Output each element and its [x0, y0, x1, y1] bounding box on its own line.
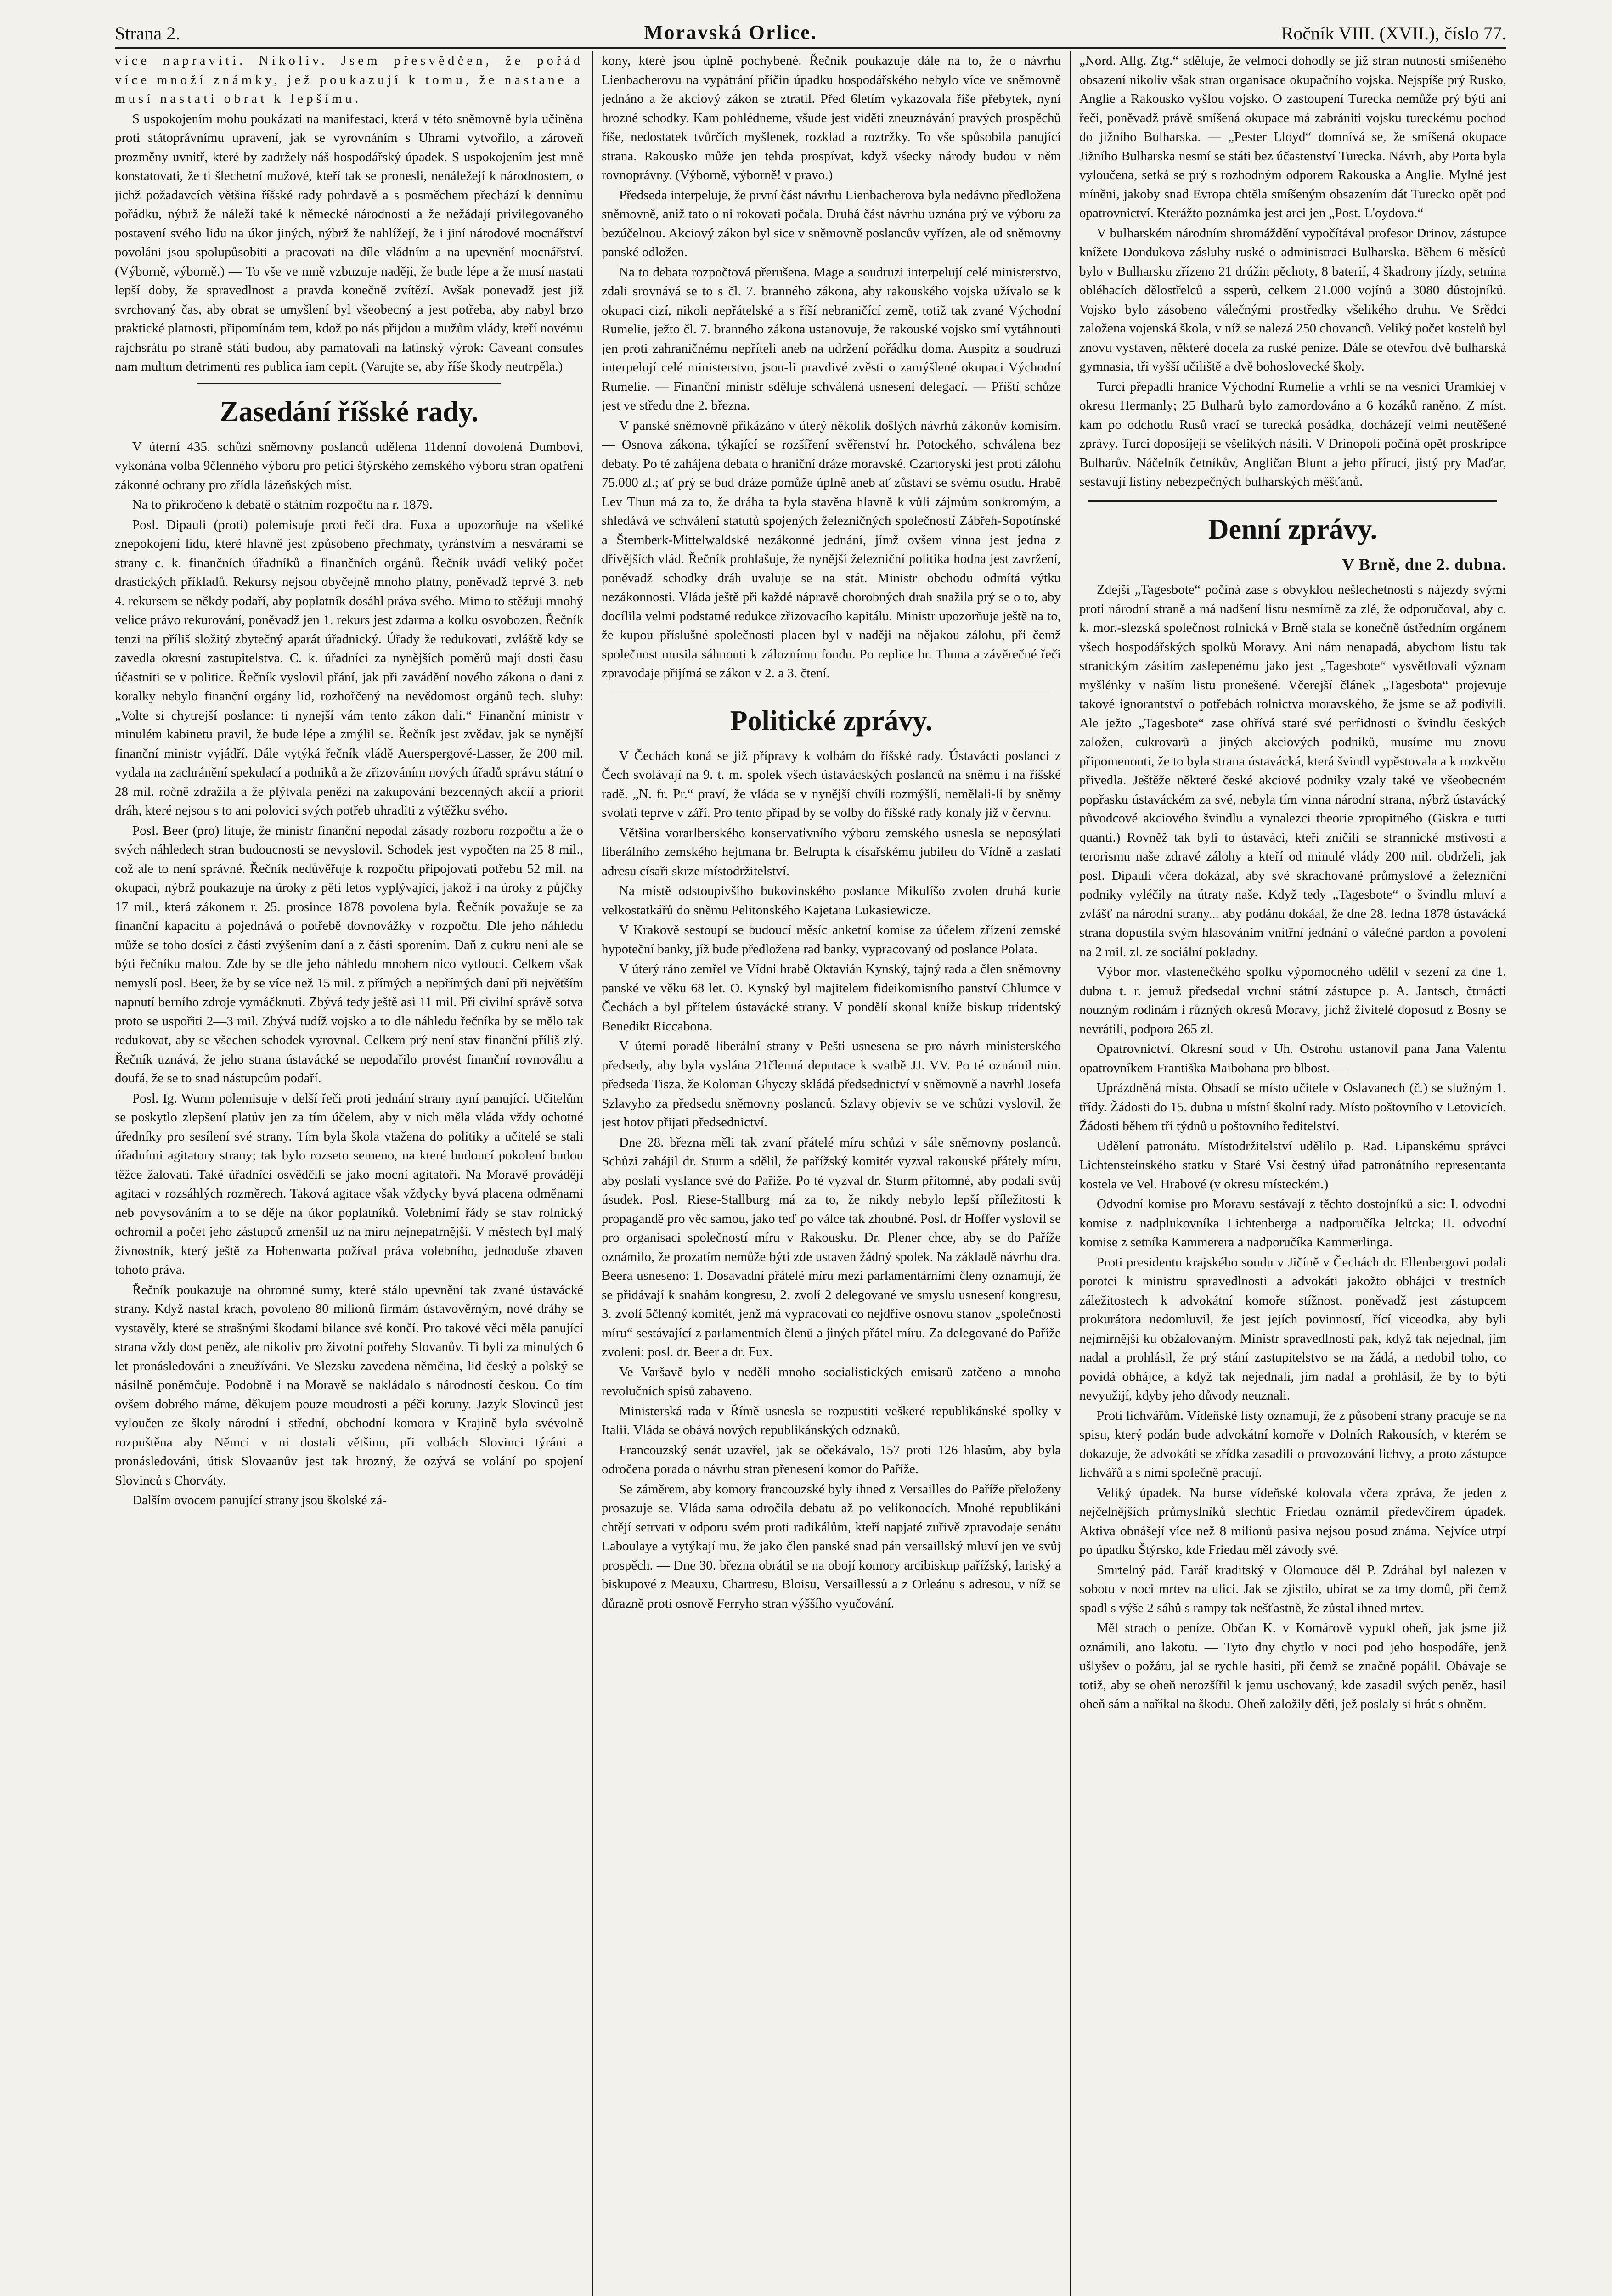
section-heading-daily-news: Denní zprávy. [1208, 513, 1378, 545]
paragraph: V úterní 435. schůzi sněmovny poslanců udělena 11denní dovolená Dumbovi, vykonána volba 9členného výboru pro petici štýrského zemského výboru stran opatření zákonné ochrany pro zřídla lázeňských míst. [115, 439, 583, 492]
paragraph: V Čechách koná se již přípravy k volbám do říšské rady. Ústavácti poslanci z Čech svolávají na 9. t. m. spolek všech ústavácských poslanců na sněmu i na říšské radě. „N. fr. Pr.“ praví, že vláda se v nynější chvíli rozmýšlí, nemělali-li by sněmy svolati teprve v září. Pro tento případ by se volby do říšské rady konaly již v červnu. [602, 748, 1061, 820]
paragraph: V Krakově sestoupí se budoucí měsíc anketní komise za účelem zřízení zemské hypoteční banky, jíž bude předložena rad banky, vypracovaný od poslance Polata. [602, 923, 1061, 957]
paragraph: Ve Varšavě bylo v neděli mnoho socialistických emisarů zatčeno a mnoho revolučních spisů zabaveno. [602, 1364, 1061, 1398]
paragraph: Výbor mor. vlastenečkého spolku výpomocného udělil v sezení za dne 1. dubna t. r. jemuž předsedal vrchní státní zástupce p. A. Jantsch, čtrnácti nouzným rodinám i různých okresů Moravy, jichž živitelé doposud z Bosny se nevrátili, podpora 265 zl. [1079, 964, 1506, 1036]
paragraph: V panské sněmovně přikázáno v úterý několik došlých návrhů zákonův komisím. — Osnova zákona, týkající se rozšíření svěřenství hr. Potockého, schválena bez debaty. Po té zahájena debata o hraniční dráze moravské. Czartoryski jest proti zálohu 75.000 zl.; ať prý se bud dráze pomůže úplně aneb ať zůstaví se svému osudu. Hrabě Lev Thun má za to, že dráha ta byla stavěna hlavně k vůli zájmům sonkromým, a shledává ve schválení statutů spojených železničných společností Zábřeh-Sopotínské a Šternberk-Mittelwaldské nezákonné jednání, jímž ovšem vinna jest jedna z dřívějších vlád. Řečník prohlašuje, že nynější železniční politika hodna jest zavržení, poněvadž schodky dráh uvaluje se na stát. Ministr obchodu odmítá výtku nezákonnosti. Vláda ještě při každé nápravě chorobných drah snažila prý se o to, aby docílila velmi podstatné redukce zřizovacího kapitálu. Ministr upozorňuje ještě na to, že kupou příslušné společnosti placen byl v naději na nějakou zálohu, při čemž společnost musila sáhnouti k záloznímu fondu. Po replice hr. Thuna a závěrečné řeči zpravodaje přijímá se zákon v 2. a 3. čtení. [602, 418, 1061, 681]
column-1 [115, 51, 583, 2296]
paragraph: Předseda interpeluje, že první část návrhu Lienbacherova byla nedávno předložena sněmovně, aniž tato o ni rokovati počala. Druhá část návrhu uznána prý ve výboru za bezúčelnou. Akciový zákon byl sice v sněmovně poslancův vyřízen, ale od sněmovny panské odložen. [602, 187, 1061, 259]
issue-info: Ročník VIII. (XVII.), číslo 77. [1281, 23, 1506, 44]
column-2 [602, 51, 1061, 2296]
paragraph: Smrtelný pád. Farář kraditský v Olomouce děl P. Zdráhal byl nalezen v sobotu v noci mrtev na ulici. Jak se zjistilo, ubírat se za tmy domů, při čemž spadl s výše 2 sáhů s rampy tak nešťastně, že zůstal ihned mrtev. [1079, 1562, 1506, 1615]
paragraph: Udělení patronátu. Místodržitelství udělilo p. Rad. Lipanskému správci Lichtensteinského statku v Staré Vsi čestný úřad patronátního representanta kostela ve Vel. Hrabové (v okresu místeckém.) [1079, 1138, 1506, 1192]
separator-rule [197, 383, 501, 384]
separator-rule [611, 692, 1052, 693]
dateline: V Brně, dne 2. dubna. [1342, 555, 1506, 574]
paragraph: Většina vorarlberského konservativního výboru zemského usnesla se neposýlati liberálního zemského hejtmana br. Belrupta k císařskému jubileu do Vídně a zaslati adresu císaři skrze místodržitelství. [602, 825, 1061, 878]
paragraph: Na místě odstoupivšího bukovinského poslance Mikulíšo zvolen druhá kurie velkostatkářů do sněmu Pelitonského Kajetana Lukasiewicze. [602, 884, 1061, 917]
paragraph: více napraviti. Nikoliv. Jsem přesvědčen, že pořád více množí známky, jež poukazují k tomu, že nastane a musí nastati obrat k lepšímu. [115, 53, 583, 106]
column-divider-1 [592, 51, 593, 2296]
paragraph: Na to debata rozpočtová přerušena. Mage a soudruzi interpelují celé ministerstvo, zdali srovnává se to s čl. 7. branného zákona, aby rakouského vojska užívalo se k okupaci cizí, nikoli nepřátelské a s říší nebraničící země, totiž tak zvané Východní Rumelie, ježto čl. 7. branného zákona ustanovuje, že rakouské vojsko smí vytáhnouti jen proti zahraničnému nepříteli aneb na udržení pořádku doma. Auspitz a soudruzi interpelují celé ministerstvo, jsou-li pravdivé zvěsti o zamýšlené okupaci Východní Rumelie. — Finanční ministr sděluje schválená usnesení delegací. — Příští schůze jest ve středu dne 2. března. [602, 264, 1061, 413]
paragraph: V úterý ráno zemřel ve Vídni hrabě Oktavián Kynský, tajný rada a člen sněmovny panské ve věku 68 let. O. Kynský byl majitelem fideikomisního panství Chlumce v Čechách a byl přítelem ústavácké strany. V pondělí skonal kníže biskup tridentský Benedikt Riccabona. [602, 962, 1061, 1034]
paragraph: Proti lichvářům. Vídeňské listy oznamují, že z působení strany pracuje se na spisu, který podán bude advokátní komoře v Dolních Rakousích, v kterém se dokazuje, že advokáti se zřídka zasadili o provozování lichvy, a proto zástupce lichvářů a s nimi společně pracují. [1079, 1408, 1506, 1480]
column-divider-2 [1070, 51, 1071, 2296]
paragraph: Posl. Beer (pro) lituje, že ministr finanční nepodal zásady rozboru rozpočtu a že o svých náhledech stran budoucnosti se nevyslovil. Schodek jest vypočten na 25 8 mil., což ale to není správné. Řečník nedůvěřuje k rozpočtu připojovati potřebu 52 mil. na okupaci, nýbrž poukazuje na úroky z pěti letos vyplývající, jakož i na úroky z půjčky 17 mil., která zákonem r. 25. prosince 1878 povolena byla. Řečník považuje se za finanční kapacitu a pojednává o potřebě dovnovážky v rozpočtu. Dle jeho náhledu může se toho dosíci z části zvýšením daní a z části sporením. Daň z cukru není ale se býti řečníku malou. Zde by se dle jeho náhledu mnohem nico vytlouci. Celkem však nemyslí posl. Beer, že by se více než 15 mil. z přímých a nepřímých daní při největším napnutí berního zdroje vymáčknuti. Zbývá tedy ještě asi 11 mil. Při civilní správě sotva proto se uspořiti 2—3 mil. Zbývá tudíž vojsko a to dle náhledu řečníka by se mělo tak redukovat, aby se všechen schodek vyrovnal. Celkem prý není stav finanční příliš zlý. Řečník uznává, že jeho strana ústavácké se nepodařilo provést finanční rovnováhu a doufá, že se to snad nástupcům podaří. [115, 823, 583, 1086]
paragraph: Ministerská rada v Římě usnesla se rozpustiti veškeré republikánské spolky v Italii. Vláda se obává nových republikánských odznaků. [602, 1403, 1061, 1437]
paragraph: Dne 28. března měli tak zvaní přátelé míru schůzi v sále sněmovny poslanců. Schůzi zahájil dr. Sturm a sdělil, že pařížský komitét vyzval rakouské přátely míru, aby poslali vyslance své do Paříže. Po té vyzval dr. Sturm přítomné, aby podali svůj úsudek. Posl. Riese-Stallburg má za to, že nikdy nebylo lepší příležitosti k propagandě pro věc samou, jako teď po válce tak zhoubné. Posl. dr Hoffer vyslovil se pro organisaci společností míru v Rakousku. Dr. Plener chce, aby se do Paříže oznámilo, že prozatím nemůže býti zde ustaven žádný spolek. Na základě návrhu dra. Beera usneseno: 1. Dosavadní přátelé míru mezi parlamentárními členy oznamují, že se přidávají k snahám kongresu, 2. zvolí 2 delegované ve smyslu usnesení kongresu, 3. zvolí 5členný komitét, jenž má vypracovati co nejdříve osnovu stanov „společnosti míru“ sestávající z parlamentních členů a jiných přátel míru. Za delegované do Paříže zvoleni: posl. dr. Beer a dr. Fux. [602, 1135, 1061, 1359]
separator-rule [1088, 500, 1497, 502]
paragraph: S uspokojením mohu poukázati na manifestaci, která v této sněmovně byla učiněna proti státoprávnímu upravení, jak se vyrovnáním s Uhrami vytvořilo, a zároveň prozměny uvnitř, které by zadržely náš hospodářský úpadek. S uspokojením jest mně konstatovati, že ti šlechetní mužové, kteří tak se pronesli, nenáležejí k národnostem, o jichž požadavcích většina říšské rady pohrdavě a s posměchem přechází k dennímu pořádku, nýbrž že náleží také k německé národnosti a že nežádají privilegovaného postavení svého lidu na úkor jiných, nýbrž že nahlížejí, že i jiní národové mocnářství povoláni jsou spolupůsobiti a pracovati na díle vládním a na upevnění mocnářství. (Výborně, výborně.) — To vše ve mně vzbuzuje naději, že bude lépe a že musí nastati lepší doby, že spravedlnost a pravda konečně zvítězí. Avšak ponevadž jest již svrchovaný čas, aby obrat se umyšlení byl všeobecný a jest potřeba, aby nabyl brzo praktické platnosti, připomínám tem, kdož po nás přijdou a mužům vlády, kteří novému rajchsrátu po straně státi budou, aby pamatovali na latinský výrok: Caveant consules nam multum detrimenti res publica iam cepit. (Varujte se, aby říše škody neutrpěla.) [115, 111, 583, 374]
section-heading-politics: Politické zprávy. [730, 705, 933, 737]
paragraph: V bulharském národním shromáždění vypočítával profesor Drinov, zástupce knížete Dondukova zásluhy ruské o administraci Bulharska. Během 6 měsíců bylo v Bulharsku zřízeno 21 drúžin pěchoty, 8 baterií, 4 škadrony jízdy, setnina obléhacích dělostřelců a ssperů, celkem 21.000 vojínů a 3080 důstojníků. Vojsko bylo zásobeno válečnými prostředky všelikého druhu. Ve Srědci založena vojenská škola, v níž se nalezá 250 chovanců. Veliký počet kostelů byl znovu vystaven, některé docela za ruské peníze. Dále se otevřou dvě bulharská gymnasia, tři vyšší učiliště a dvě bohoslovecké školy. [1079, 225, 1506, 374]
newspaper-title: Moravská Orlice. [643, 21, 817, 44]
paragraph: kony, které jsou úplně pochybené. Řečník poukazuje dále na to, že o návrhu Lienbacherovu na vypátrání příčin úpadku hospodářského nebylo více ve sněmovně jednáno a že akciový zákon se ztratil. Před 6letím vykazovala říše přebytek, nyní hrozné schodky. Kam pohlédneme, všude jest viděti zneuznávání pravých prospěchů říše, nedostatek tvůrčích myšlenek, rozklad a roztržky. To vše spůsobila panující strana. Rakousko může jen tehda prospívat, když všecky národy budou v něm rovnoprávny. (Výborně, výborně! v pravo.) [602, 53, 1061, 182]
paragraph: Dalším ovocem panující strany jsou školské zá- [132, 1493, 387, 1508]
paragraph: Řečník poukazuje na ohromné sumy, které stálo upevnění tak zvané ústavácké strany. Když nastal krach, povoleno 80 milionů firmám ústavověrným, nové dráhy se vystavěly, které se strašnými škodami bilance své končí. Pro takové věci měla panující strana vždy dost peněz, ale nikoliv pro životní potřeby Slovanův. Ti byli za minulých 6 let pronásledováni a zneužíváni. Ve Slezsku zavedena němčina, lid český a polský se násilně poněmčuje. Podobně i na Moravě se nakládalo s národností českou. Co tím ovšem dobrého máme, děkujem pouze moudrosti a péči koruny. Jazyk Slovinců jest vyloučen ze školy národní i střední, obchodní komora v Krajině byla svévolně rozpuštěna aby Němci v ni dostali většinu, při volbách Slovinci týráni a pronásledováni, útisk Slovaanův jest tak hrozný, že ozývá se volání po spojení Slovinců s Chorváty. [115, 1282, 583, 1488]
paragraph: Se záměrem, aby komory francouzské byly ihned z Versailles do Paříže přeloženy prosazuje se. Vláda sama odročila debatu až po velikonocích. Mnohé republikáni chtějí setrvati v odporu svém proti radikálům, kteří napjaté zuřivě zpravodaje senátu Laboulaye a vytýkají mu, že jako člen panské snad pán versaillský mluví jen ve svůj prospěch. — Dne 30. března obrátil se na obojí komory arcibiskup pařížský, lariský a biskupové z Meauxu, Chartresu, Bloisu, Versaillessů a z Orleánu s adresou, v níž se důrazně proti osnově Ferryho stran výššího vyučování. [602, 1481, 1061, 1611]
header-rule [115, 47, 1506, 49]
paragraph: Posl. Ig. Wurm polemisuje v delší řeči proti jednání strany nyní panující. Učitelům se poskytlo zlepšení platův jen za tím účelem, aby v nich měla vláda vždy ochotné úředníky pro sesílení své strany. Tím byla škola vtažena do politiky a učitelé se stali úřadními agitatory strany; tak bylo rozseto semeno, na které budoucí pokolení budou těžce žalovati. Také úřadnící osvědčili se jako mocní agitatoři. Na Moravě provádějí agitaci v rozsáhlých rozměrech. Taková agitace však vždycky byvá placena odměnami neb povysováním a to se děje na úkor poplatníků. Volebnímí řády se stav rolnický ochromil a počet jeho zástupců zmenšil uz na míru nejnepatrnější. V městech byl malý živnostník, který ještě za Hohenwarta požíval práva volebního, jednoduše zbaven tohoto práva. [115, 1091, 583, 1277]
section-heading-reichsrat: Zasedání říšské rady. [220, 396, 479, 428]
paragraph: Zdejší „Tagesbote“ počíná zase s obvyklou nešlechetností s nájezdy svými proti národní straně a má nadšení listu nesmírně za zlé, že odporučoval, aby c. k. mor.-slezská společnost rolnická v Brně stala se konečně ústředním orgánem všech hospodářských spolků Moravy. Ani nám nenapadá, abychom listu tak stranickým zásitím zaslepenému jako jest „Tagesbote“ vysvětlovali význam myšlénky v naším listu pronešené. Včerejší článek „Tagesbota“ projevuje takové ignorantství o potřebách rolnictva moravského, že jsme se až podivili. Ale ježto „Tagesbote“ zase ohřívá staré své perfidnosti o švindlu českých založen, cukrovarů a jiných akciových podniků, musíme mu znovu připomenouti, že to byla strana ústavácká, která švindl vypěstovala a k rozkvětu přivedla. Ještěže některé české akciové podniky vzaly také ve všeobecném popřasku ústaváckém za své, nebyla tím vinna národní strana, nýbrž ústavácký původcové akciového švindlu a vynalezci theorie zpropitného (Giskra e tutti quanti.) Rovněž tak byli to ústaváci, kteří zničili se strannické mstivosti a terorismu naše zdravé zálohy a kteří od minulé vlády 200 mil. obdrželi, jak posl. Dipauli včera dokázal, aby své skrachované průmyslové a železniční podniky vyléčily na útraty naše. Když tedy „Tagesbote“ o švindlu mluví a zvlášť na národní strany... aby podánu dokáal, že dne 28. ledna 1878 ústavácká strana dopustila svým hlasováním vnitřní jednání o válečné pardon a povolení na 2 mil. zl. ze sociální pokladny. [1079, 582, 1506, 959]
paragraph: V úterní poradě liberální strany v Pešti usnesena se pro návrh ministerského předsedy, aby byla vyslána 21členná deputace k svatbě JJ. VV. Po té oznámil min. předseda Tisza, že Koloman Ghyczy skládá předsednictví v sněmovně a navrhl Josefa Szlavyho za předsedu sněmovny poslanců. Szlavy objeviv se ve schůzi vyslovil, že jest hotov přijati předsednictví. [602, 1039, 1061, 1130]
paragraph: Odvodní komise pro Moravu sestávají z těchto dostojníků a sic: I. odvodní komise z nadplukovníka Lichtenberga a nadporučíka Jeltcka; II. odvodní komise z setníka Kammerera a nadporučíka Kammerlinga. [1079, 1197, 1506, 1249]
paragraph: Opatrovnictví. Okresní soud v Uh. Ostrohu ustanovil pana Jana Valentu opatrovníkem Františka Maibohana pro blbost. — [1079, 1041, 1506, 1075]
paragraph: Veliký úpadek. Na burse vídeňské kolovala včera zpráva, že jeden z nejčelnějších průmyslníků slechtic Friedau oznámil předevčírem úpadek. Aktiva obnášejí více než 8 milionů pasiva nejsou posud známa. Nejvíce utrpí po úpadku Štýrsko, kde Friedau měl závody své. [1079, 1485, 1506, 1557]
paragraph: Posl. Dipauli (proti) polemisuje proti řeči dra. Fuxa a upozorňuje na všeliké znepokojení lidu, které hlavně jest způsobeno přechmaty, tyránstvím a nesvárami se strany c. k. finančních úřadníků a finančních orgánů. Řečník uvádí veliký počet drastických příkladů. Rekursy nejsou obyčejně mnoho platny, poněvadž teprvé 3. neb 4. rekursem se někdy podaří, aby poplatník dosáhl práva svého. Mimo to stěžuji mnohý velice právo rekurování, poněvadž jen 1. rekurs jest zdarma a kolku osvobozen. Řečník tenzi na příliš složitý zbytečný aparát úřadnický. Úřady že redukovati, zvláště kdy se zavedla okresní zastupitelstva. C. k. úřadníci za nynějších poměrů mají dosti času účastniti se v politice. Řečník vyslovil přání, jak při zavádění nového zákona o dani z koralky nebylo finanční orgány lid, rozhořčený na nevědomost orgánů tech. sluhy: „Volte si chytrejší poslance: ti nynejší vám tento zákon dali.“ Finanční ministr v minulém kabinetu pravil, že bude lépe a zmýlil se. Řečník jest zvědav, jak se nynější finanční ministr vyjádří. Dále vytýká řečník vládě Auerspergové-Lasser, že 200 mil. vydala na zachránění spekulací a podniků a že zřizováním nových úřadů správu státní o 28 mil. ročně zdražila a že plýtvala penězi na zakupování bezcenných akcií a priorit dráh, které nejsou s to ani polovici svých potřeb uhraditi z výtěžku svého. [115, 517, 583, 818]
paragraph: Francouzský senát uzavřel, jak se očekávalo, 157 proti 126 hlasům, aby byla odročena porada o návrhu stran přenesení komor do Paříže. [602, 1442, 1061, 1476]
paragraph: Turci přepadli hranice Východní Rumelie a vrhli se na vesnici Uramkiej v okresu Hermanly; 25 Bulharů bylo zamordováno a 6 kozáků raněno. Z míst, kam po odchodu Rusů vrací se turecká posádka, docházejí velmi neutěšené zprávy. Turci doposíjejí se všelikých násilí. V Drinopoli počíná opět proskripce Bulharův. Náčelník četníkův, Angličan Blunt a jeho přírucí, jistý pry Maďar, sestavují listiny nebezpečných bulharských měšťanů. [1079, 379, 1506, 489]
paragraph: „Nord. Allg. Ztg.“ sděluje, že velmoci dohodly se již stran nutnosti smíšeného obsazení nikoliv však stran organisace okupačního vojska. Nejspíše prý Rusko, Anglie a Rakousko vyšlou vojsko. O zastoupení Turecka nemůže prý býti ani řeči, poněvadž právě smíšená okupace má zabrániti vojsku tureckému pochod do jižního Bulharska. — „Pester Lloyd“ domnívá se, že smíšená okupace Jižního Bulharska nesmí se státi bez účastenství Turecka. Návrh, aby Porta byla vyloučena, setká se prý s rozhodným odporem Rakouska a Anglie. Mylné jest míněni, jakoby snad Evropa chtěla smíšeným obsazením dát Turecko opět pod opatrovnictví. Kterážto poznámka jest arci jen „Post. L'oydova.“ [1079, 53, 1506, 220]
page-number: Strana 2. [115, 23, 180, 44]
paragraph: Proti presidentu krajského soudu v Jičíně v Čechách dr. Ellenbergovi podali porotci k ministru spravedlnosti a advokáti jakožto obhájci v trestních záležitostech k advokátní komoře stížnost, poněvadž jest zástupcem prokurátora nedomluvil, že jest jejích povinností, řící viceodka, aby byli nejmírnější ku obžalovaným. Ministr spravedlnosti pak, když tak nejednal, jim nadal a prohlásil, že prý stání zastupitelstvo se na žádá, a nedobil toho, co povidá obhájce, a když tak nejednali, jim nadal a prohlásil, že by to býti nevyužijí, kdyby jeho důvody neuznali. [1079, 1255, 1506, 1403]
page-header [115, 8, 1506, 44]
paragraph: Na to přikročeno k debatě o státním rozpočtu na r. 1879. [132, 497, 433, 512]
column-3 [1079, 51, 1506, 2296]
paragraph: Uprázdněná místa. Obsadí se místo učitele v Oslavanech (č.) se služným 1. třídy. Žádosti do 15. dubna u místní školní rady. Místo poštovního v Letovicích. Žádosti během tří týdnů u poštovního ředitelství. [1079, 1080, 1506, 1133]
paragraph: Měl strach o peníze. Občan K. v Komárově vypukl oheň, jak jsme již oznámili, ano lakotu. — Tyto dny chytlo v noci pod jeho hospodáře, jenž ušlyšev o požáru, jal se rychle hasiti, při čemž se značně popálil. Obávaje se totiž, aby se oheň nerozšířil k jemu uschovaný, kde zasadil svých peněz, hasil oheň sám a naříkal na škodu. Oheň založily děti, jež poslaly si hrát s ohněm. [1079, 1621, 1506, 1711]
